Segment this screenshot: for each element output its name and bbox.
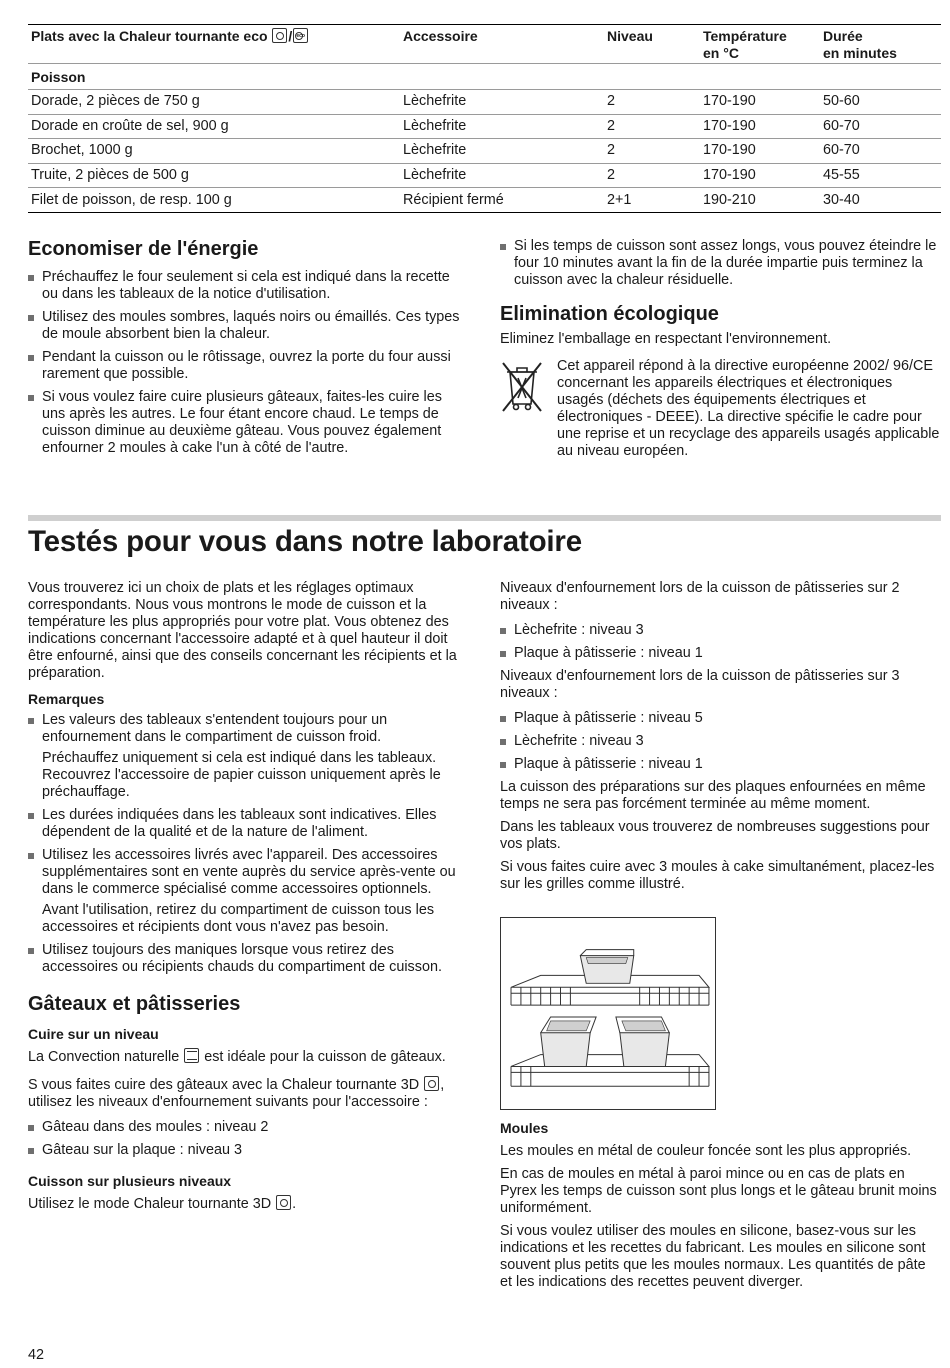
cell-accessory: Lèchefrite — [403, 93, 467, 110]
cell-dish: Dorade, 2 pièces de 750 g — [31, 93, 200, 110]
one-level-title: Cuire sur un niveau — [28, 1026, 159, 1042]
list-item: Si les temps de cuisson sont assez longs, vous pouvez éteindre le four 10 minutes avant la fin de la durée impartie puis terminez la cuisson avec la chaleur résiduelle. — [500, 238, 941, 289]
list-item: Gâteau dans des moules : niveau 2 — [28, 1119, 468, 1136]
paragraph: Les moules en métal de couleur foncée sont les plus appropriés. — [500, 1143, 912, 1159]
list-item: Plaque à pâtisserie : niveau 1 — [500, 756, 941, 773]
fan-3d-icon — [424, 1076, 439, 1091]
energy-continued — [500, 238, 941, 295]
list-item: Lèchefrite : niveau 3 — [500, 733, 941, 750]
cell-temp: 170-190 — [703, 142, 756, 159]
paragraph: Si vous voulez utiliser des moules en silicone, basez-vous sur les indications et les recettes du fabricant. Les moules en silicone sont souvent plus petits que les moules normaux. Les quantités de pâte et les indications des recettes peuvent diverger. — [500, 1223, 926, 1290]
lab-title: Testés pour vous dans notre laboratoire — [28, 525, 582, 558]
cakes-title: Gâteaux et pâtisseries — [28, 993, 241, 1015]
paragraph: En cas de moules en métal à paroi mince ou en cas de plats en Pyrex les temps de cuisson sont plus longs et le gâteau brunit moins uniformément. — [500, 1166, 937, 1216]
lab-intro: Vous trouverez ici un choix de plats et les réglages optimaux correspondants. Nous vous montrons le mode de cuisson et la température les plus appropriés pour votre plat. Vous obtenez des indications concernant l'accessoire adapté et à quel hauteur il doit être enfourné, ainsi que des conseils concernant les récipients et la préparation. — [28, 580, 457, 681]
two-levels-intro: Niveaux d'enfournement lors de la cuisson de pâtisseries sur 2 niveaux : — [500, 580, 900, 613]
cell-temp: 170-190 — [703, 117, 756, 134]
list-item: Plaque à pâtisserie : niveau 5 — [500, 710, 941, 727]
list-item: Utilisez toujours des maniques lorsque vous retirez des accessoires ou récipients chauds du compartiment de cuisson. — [28, 942, 468, 976]
eco-intro: Eliminez l'emballage en respectant l'environnement. — [500, 331, 832, 347]
table-category — [28, 63, 941, 89]
eco-section — [500, 302, 941, 354]
list-item: Utilisez les accessoires livrés avec l'appareil. Des accessoires supplémentaires sont en vente auprès du service après-vente ou dans le commerce spécialisé comme accessoires optionnels. Avant l'utilisation, retirez du compartiment de cuisson tous les accessoires et récipients dont vous n'avez pas besoin. — [28, 847, 468, 936]
fan-text: S vous faites cuire des gâteaux avec la Chaleur tournante 3D , utilisez les niveaux d'enfournement suivants pour l'accessoire : — [28, 1077, 445, 1110]
header-dish: Plats avec la Chaleur tournante eco /eco — [28, 28, 403, 45]
list-item: Lèchefrite : niveau 3 — [500, 622, 941, 639]
table-row — [28, 138, 941, 163]
list-item: Si vous voulez faire cuire plusieurs gâteaux, faites-les cuire les uns après les autres. Le four étant encore chaud. Le temps de cuisson diminue au deuxième gâteau. Vous pouvez également enfourner 2 moules à cake l'un à côté de l'autre. — [28, 389, 468, 457]
cell-time: 50-60 — [823, 93, 860, 110]
cell-accessory: Lèchefrite — [403, 117, 467, 134]
cell-level: 2+1 — [607, 191, 632, 208]
cell-level: 2 — [607, 93, 616, 110]
fan-3d-icon — [276, 1195, 291, 1210]
header-temperature: Température en °C — [703, 28, 787, 61]
fan-eco-icon — [293, 28, 308, 43]
list-item: Préchauffez le four seulement si cela est indiqué dans la recette ou dans les tableaux de la notice d'utilisation. — [28, 269, 468, 303]
page-number: 42 — [28, 1347, 45, 1363]
three-levels-intro: Niveaux d'enfournement lors de la cuisson de pâtisseries sur 3 niveaux : — [500, 668, 900, 701]
list-item: Utilisez des moules sombres, laqués noirs ou émaillés. Ces types de moule absorbent bien la chaleur. — [28, 309, 468, 343]
energy-list — [28, 269, 468, 457]
cell-level: 2 — [607, 117, 616, 134]
convection-text: La Convection naturelle est idéale pour la cuisson de gâteaux. — [28, 1049, 446, 1065]
cell-time: 45-55 — [823, 167, 860, 184]
cell-dish: Dorade en croûte de sel, 900 g — [31, 117, 229, 134]
moules-section — [500, 1120, 941, 1297]
paragraph: Dans les tableaux vous trouverez de nombreuses suggestions pour vos plats. — [500, 819, 930, 852]
table-row — [28, 163, 941, 188]
cell-accessory: Lèchefrite — [403, 167, 467, 184]
remarks-list — [28, 712, 468, 976]
energy-section — [28, 237, 468, 463]
list-item: Pendant la cuisson ou le rôtissage, ouvrez la porte du four aussi rarement que possible. — [28, 349, 468, 383]
cell-time: 60-70 — [823, 142, 860, 159]
energy-title: Economiser de l'énergie — [28, 238, 259, 260]
list-item: Les durées indiquées dans les tableaux sont indicatives. Elles dépendent de la qualité et de la nature de l'aliment. — [28, 807, 468, 841]
cell-accessory: Lèchefrite — [403, 142, 467, 159]
table-row — [28, 89, 941, 114]
one-level-list — [28, 1119, 468, 1159]
cake-moulds-figure — [500, 917, 716, 1110]
list-item: Plaque à pâtisserie : niveau 1 — [500, 645, 941, 662]
list-item: Gâteau sur la plaque : niveau 3 — [28, 1142, 468, 1159]
cooking-table — [28, 24, 941, 213]
paragraph: La cuisson des préparations sur des plaques enfournées en même temps ne sera pas forcément terminée au même moment. — [500, 779, 926, 812]
table-header — [28, 25, 941, 63]
two-levels-list — [500, 622, 941, 662]
lab-left-column — [28, 580, 468, 1219]
cell-level: 2 — [607, 167, 616, 184]
header-level: Niveau — [607, 28, 653, 44]
cell-dish: Filet de poisson, de resp. 100 g — [31, 191, 232, 208]
cell-dish: Brochet, 1000 g — [31, 142, 133, 159]
multi-level-title: Cuisson sur plusieurs niveaux — [28, 1173, 232, 1189]
cell-temp: 170-190 — [703, 93, 756, 110]
cell-time: 60-70 — [823, 117, 860, 134]
cell-time: 30-40 — [823, 191, 860, 208]
table-row — [28, 114, 941, 139]
remarks-title: Remarques — [28, 691, 105, 707]
eco-title: Elimination écologique — [500, 303, 719, 325]
convection-icon — [184, 1048, 199, 1063]
paragraph: Si vous faites cuire avec 3 moules à cake simultanément, placez-les sur les grilles comme illustré. — [500, 859, 935, 892]
lab-right-column — [500, 580, 941, 899]
fan-icon — [272, 28, 287, 43]
header-duration: Durée en minutes — [823, 28, 897, 61]
cell-level: 2 — [607, 142, 616, 159]
cell-dish: Truite, 2 pièces de 500 g — [31, 167, 189, 184]
cell-temp: 190-210 — [703, 191, 756, 208]
weee-text: Cet appareil répond à la directive européenne 2002/ 96/CE concernant les appareils électriques et électroniques usagés (déchets des équipements électriques et électroniques - DEEE). La directive spécifie le cadre pour une reprise et un recyclage des appareils usagés applicable au niveau européen. — [557, 358, 940, 459]
header-accessory: Accessoire — [403, 28, 478, 44]
cell-accessory: Récipient fermé — [403, 191, 504, 208]
cell-temp: 170-190 — [703, 167, 756, 184]
multi-level-text: Utilisez le mode Chaleur tournante 3D . — [28, 1196, 297, 1212]
weee-bin-icon — [500, 360, 544, 414]
list-item: Les valeurs des tableaux s'entendent toujours pour un enfournement dans le compartiment de cuisson froid. Préchauffez uniquement si cela est indiqué dans les tableaux. Recouvrez l'accessoire de papier cuisson uniquement après le préchauffage. — [28, 712, 468, 801]
moules-title: Moules — [500, 1120, 549, 1136]
category-label: Poisson — [31, 69, 86, 85]
three-levels-list — [500, 710, 941, 773]
section-divider — [28, 515, 941, 521]
table-row — [28, 187, 941, 212]
